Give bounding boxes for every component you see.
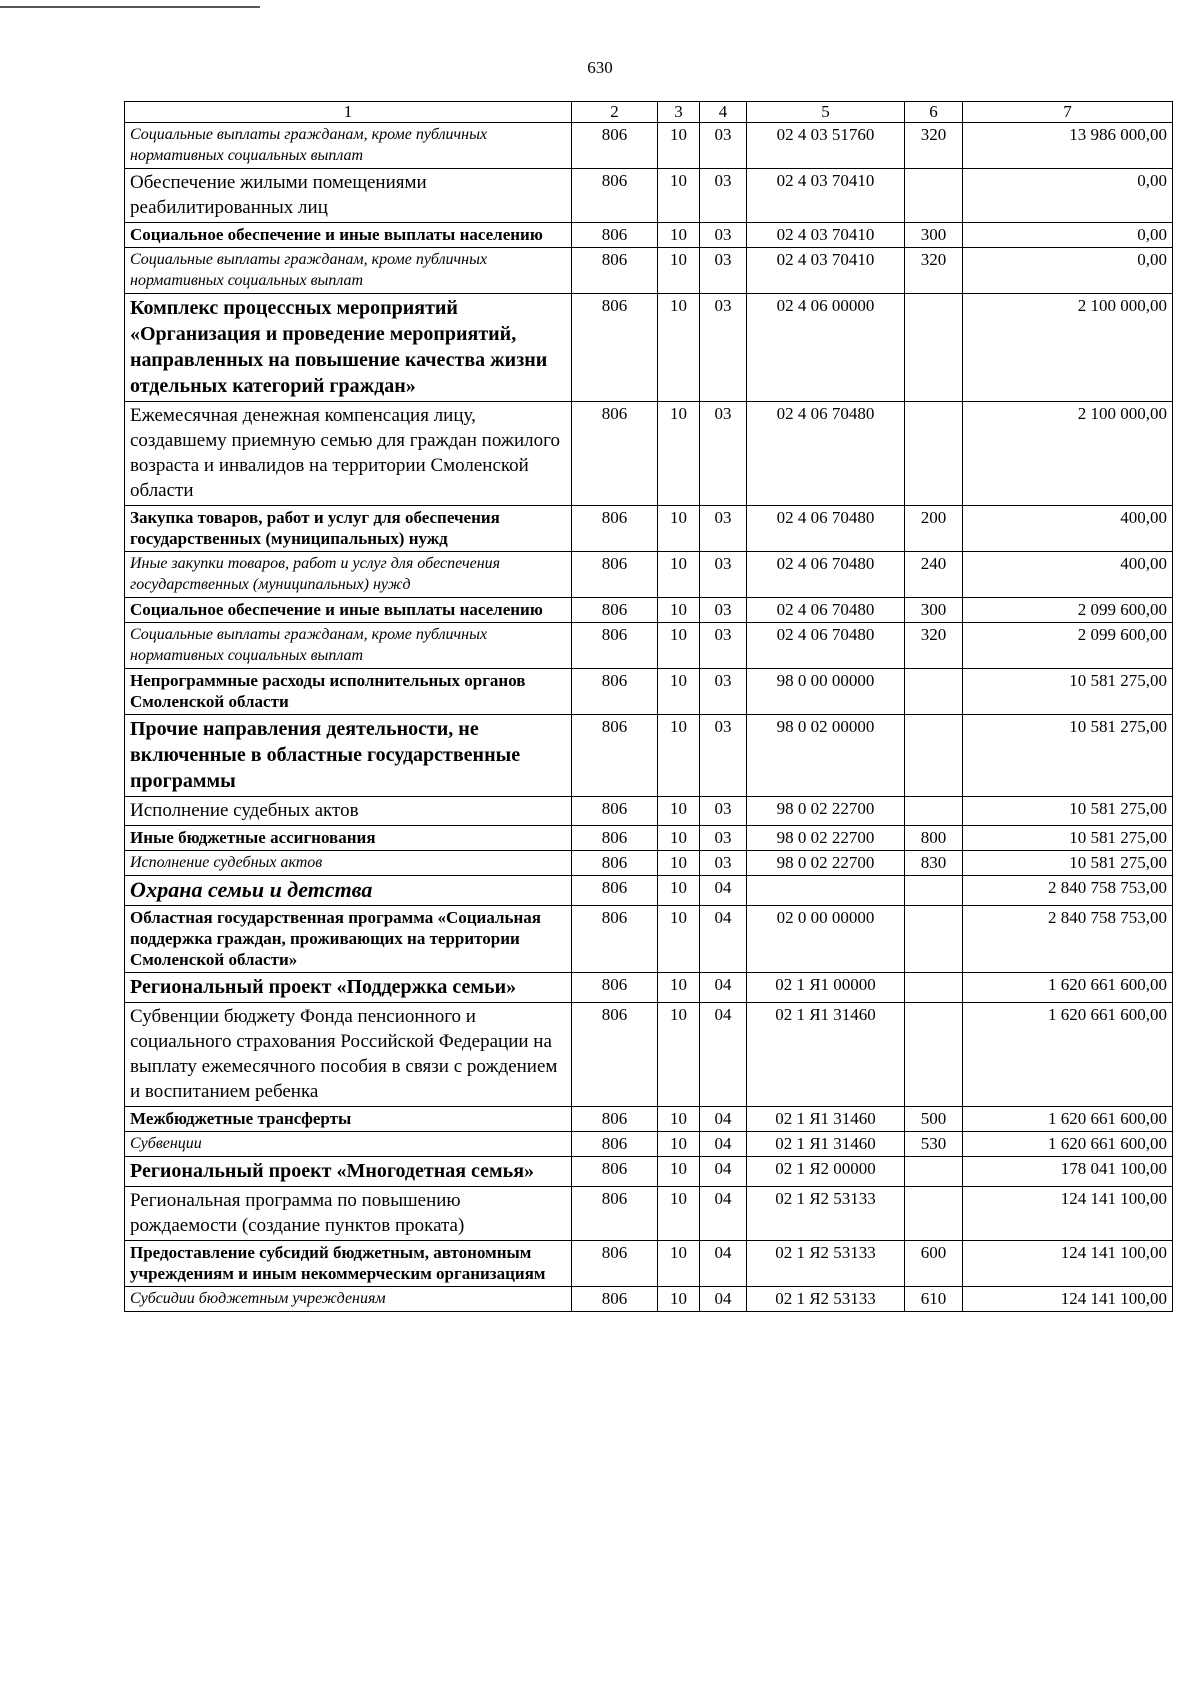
row-name-cell: Закупка товаров, работ и услуг для обеспечения государственных (муниципальных) нужд bbox=[125, 506, 572, 552]
expense-type-cell: 530 bbox=[905, 1132, 963, 1157]
table-row bbox=[125, 826, 1173, 851]
table-row bbox=[125, 1187, 1173, 1241]
header-cell: 6 bbox=[905, 102, 963, 123]
section-code-cell: 10 bbox=[658, 598, 700, 623]
row-name-cell: Социальные выплаты гражданам, кроме публичных нормативных социальных выплат bbox=[125, 123, 572, 169]
amount-cell: 178 041 100,00 bbox=[963, 1157, 1173, 1187]
target-article-cell: 98 0 02 00000 bbox=[747, 715, 905, 797]
target-article-cell: 98 0 00 00000 bbox=[747, 669, 905, 715]
section-code-cell: 10 bbox=[658, 1003, 700, 1107]
table-row bbox=[125, 797, 1173, 826]
table-row bbox=[125, 552, 1173, 598]
target-article-cell: 02 4 06 70480 bbox=[747, 506, 905, 552]
expense-type-cell bbox=[905, 1003, 963, 1107]
table-row bbox=[125, 598, 1173, 623]
ministry-code-cell: 806 bbox=[572, 1003, 658, 1107]
row-name-cell: Исполнение судебных актов bbox=[125, 851, 572, 876]
section-code-cell: 10 bbox=[658, 506, 700, 552]
section-code-cell: 10 bbox=[658, 797, 700, 826]
row-name-cell: Социальные выплаты гражданам, кроме публичных нормативных социальных выплат bbox=[125, 248, 572, 294]
ministry-code-cell: 806 bbox=[572, 402, 658, 506]
section-code-cell: 10 bbox=[658, 623, 700, 669]
page-number: 630 bbox=[587, 58, 613, 77]
expense-type-cell: 500 bbox=[905, 1107, 963, 1132]
expense-type-cell bbox=[905, 906, 963, 973]
amount-cell: 1 620 661 600,00 bbox=[963, 1107, 1173, 1132]
header-cell: 3 bbox=[658, 102, 700, 123]
table-row bbox=[125, 1157, 1173, 1187]
table-row bbox=[125, 973, 1173, 1003]
subsection-code-cell: 04 bbox=[700, 876, 747, 906]
target-article-cell: 02 4 06 70480 bbox=[747, 598, 905, 623]
amount-cell: 10 581 275,00 bbox=[963, 669, 1173, 715]
row-name-cell: Иные закупки товаров, работ и услуг для обеспечения государственных (муниципальных) нужд bbox=[125, 552, 572, 598]
subsection-code-cell: 04 bbox=[700, 1003, 747, 1107]
subsection-code-cell: 03 bbox=[700, 402, 747, 506]
ministry-code-cell: 806 bbox=[572, 294, 658, 402]
expense-type-cell bbox=[905, 169, 963, 223]
subsection-code-cell: 03 bbox=[700, 669, 747, 715]
header-cell: 4 bbox=[700, 102, 747, 123]
target-article-cell: 02 4 06 70480 bbox=[747, 402, 905, 506]
subsection-code-cell: 04 bbox=[700, 1287, 747, 1312]
amount-cell: 124 141 100,00 bbox=[963, 1241, 1173, 1287]
subsection-code-cell: 03 bbox=[700, 715, 747, 797]
section-code-cell: 10 bbox=[658, 973, 700, 1003]
subsection-code-cell: 03 bbox=[700, 826, 747, 851]
table-row bbox=[125, 506, 1173, 552]
subsection-code-cell: 03 bbox=[700, 797, 747, 826]
table-row bbox=[125, 223, 1173, 248]
row-name-cell: Субвенции бюджету Фонда пенсионного и социального страхования Российской Федерации на выплату ежемесячного пособия в связи с рождением и воспитанием ребенка bbox=[125, 1003, 572, 1107]
ministry-code-cell: 806 bbox=[572, 223, 658, 248]
amount-cell: 124 141 100,00 bbox=[963, 1187, 1173, 1241]
row-name-cell: Социальные выплаты гражданам, кроме публичных нормативных социальных выплат bbox=[125, 623, 572, 669]
subsection-code-cell: 03 bbox=[700, 223, 747, 248]
target-article-cell: 02 1 Я2 53133 bbox=[747, 1187, 905, 1241]
row-name-cell: Обеспечение жилыми помещениями реабилитированных лиц bbox=[125, 169, 572, 223]
subsection-code-cell: 04 bbox=[700, 1107, 747, 1132]
table-row bbox=[125, 1287, 1173, 1312]
ministry-code-cell: 806 bbox=[572, 826, 658, 851]
amount-cell: 0,00 bbox=[963, 223, 1173, 248]
row-name-cell: Комплекс процессных мероприятий «Организация и проведение мероприятий, направленных на повышение качества жизни отдельных категорий граждан» bbox=[125, 294, 572, 402]
target-article-cell: 98 0 02 22700 bbox=[747, 851, 905, 876]
expense-type-cell: 300 bbox=[905, 223, 963, 248]
row-name-cell: Межбюджетные трансферты bbox=[125, 1107, 572, 1132]
target-article-cell: 02 0 00 00000 bbox=[747, 906, 905, 973]
section-code-cell: 10 bbox=[658, 876, 700, 906]
target-article-cell: 02 1 Я2 00000 bbox=[747, 1157, 905, 1187]
scan-edge-line bbox=[0, 6, 260, 8]
subsection-code-cell: 03 bbox=[700, 294, 747, 402]
ministry-code-cell: 806 bbox=[572, 715, 658, 797]
expense-type-cell bbox=[905, 715, 963, 797]
amount-cell: 1 620 661 600,00 bbox=[963, 1003, 1173, 1107]
row-name-cell: Региональный проект «Поддержка семьи» bbox=[125, 973, 572, 1003]
section-code-cell: 10 bbox=[658, 1287, 700, 1312]
expense-type-cell: 200 bbox=[905, 506, 963, 552]
amount-cell: 124 141 100,00 bbox=[963, 1287, 1173, 1312]
section-code-cell: 10 bbox=[658, 1157, 700, 1187]
table-row bbox=[125, 906, 1173, 973]
subsection-code-cell: 04 bbox=[700, 1157, 747, 1187]
expense-type-cell: 830 bbox=[905, 851, 963, 876]
amount-cell: 2 099 600,00 bbox=[963, 623, 1173, 669]
ministry-code-cell: 806 bbox=[572, 248, 658, 294]
row-name-cell: Социальное обеспечение и иные выплаты населению bbox=[125, 598, 572, 623]
target-article-cell: 02 4 03 70410 bbox=[747, 169, 905, 223]
target-article-cell: 02 4 03 51760 bbox=[747, 123, 905, 169]
target-article-cell: 98 0 02 22700 bbox=[747, 797, 905, 826]
amount-cell: 400,00 bbox=[963, 552, 1173, 598]
amount-cell: 2 840 758 753,00 bbox=[963, 876, 1173, 906]
expense-type-cell: 300 bbox=[905, 598, 963, 623]
section-code-cell: 10 bbox=[658, 169, 700, 223]
expense-type-cell: 320 bbox=[905, 248, 963, 294]
row-name-cell: Охрана семьи и детства bbox=[125, 876, 572, 906]
subsection-code-cell: 03 bbox=[700, 623, 747, 669]
row-name-cell: Исполнение судебных актов bbox=[125, 797, 572, 826]
ministry-code-cell: 806 bbox=[572, 876, 658, 906]
expense-type-cell: 240 bbox=[905, 552, 963, 598]
subsection-code-cell: 04 bbox=[700, 906, 747, 973]
target-article-cell: 02 4 06 70480 bbox=[747, 552, 905, 598]
amount-cell: 10 581 275,00 bbox=[963, 715, 1173, 797]
row-name-cell: Субвенции bbox=[125, 1132, 572, 1157]
expense-type-cell: 610 bbox=[905, 1287, 963, 1312]
section-code-cell: 10 bbox=[658, 1241, 700, 1287]
expense-type-cell bbox=[905, 294, 963, 402]
table-row bbox=[125, 669, 1173, 715]
table-row bbox=[125, 1003, 1173, 1107]
ministry-code-cell: 806 bbox=[572, 1132, 658, 1157]
target-article-cell bbox=[747, 876, 905, 906]
row-name-cell: Иные бюджетные ассигнования bbox=[125, 826, 572, 851]
section-code-cell: 10 bbox=[658, 223, 700, 248]
ministry-code-cell: 806 bbox=[572, 797, 658, 826]
section-code-cell: 10 bbox=[658, 715, 700, 797]
ministry-code-cell: 806 bbox=[572, 1287, 658, 1312]
table-row bbox=[125, 402, 1173, 506]
table-row bbox=[125, 851, 1173, 876]
expense-type-cell bbox=[905, 402, 963, 506]
section-code-cell: 10 bbox=[658, 552, 700, 598]
ministry-code-cell: 806 bbox=[572, 669, 658, 715]
row-name-cell: Региональный проект «Многодетная семья» bbox=[125, 1157, 572, 1187]
ministry-code-cell: 806 bbox=[572, 1157, 658, 1187]
target-article-cell: 02 1 Я1 00000 bbox=[747, 973, 905, 1003]
table-row bbox=[125, 248, 1173, 294]
header-cell: 7 bbox=[963, 102, 1173, 123]
expense-type-cell bbox=[905, 1187, 963, 1241]
amount-cell: 2 100 000,00 bbox=[963, 402, 1173, 506]
ministry-code-cell: 806 bbox=[572, 906, 658, 973]
target-article-cell: 98 0 02 22700 bbox=[747, 826, 905, 851]
section-code-cell: 10 bbox=[658, 1132, 700, 1157]
amount-cell: 10 581 275,00 bbox=[963, 851, 1173, 876]
ministry-code-cell: 806 bbox=[572, 851, 658, 876]
ministry-code-cell: 806 bbox=[572, 623, 658, 669]
subsection-code-cell: 04 bbox=[700, 973, 747, 1003]
expense-type-cell: 320 bbox=[905, 123, 963, 169]
amount-cell: 1 620 661 600,00 bbox=[963, 973, 1173, 1003]
target-article-cell: 02 1 Я1 31460 bbox=[747, 1003, 905, 1107]
budget-table bbox=[124, 101, 1173, 1312]
header-cell: 2 bbox=[572, 102, 658, 123]
section-code-cell: 10 bbox=[658, 826, 700, 851]
target-article-cell: 02 4 03 70410 bbox=[747, 223, 905, 248]
table-row bbox=[125, 623, 1173, 669]
subsection-code-cell: 03 bbox=[700, 123, 747, 169]
ministry-code-cell: 806 bbox=[572, 598, 658, 623]
amount-cell: 13 986 000,00 bbox=[963, 123, 1173, 169]
ministry-code-cell: 806 bbox=[572, 506, 658, 552]
amount-cell: 10 581 275,00 bbox=[963, 797, 1173, 826]
expense-type-cell: 320 bbox=[905, 623, 963, 669]
row-name-cell: Субсидии бюджетным учреждениям bbox=[125, 1287, 572, 1312]
expense-type-cell bbox=[905, 669, 963, 715]
row-name-cell: Социальное обеспечение и иные выплаты населению bbox=[125, 223, 572, 248]
subsection-code-cell: 03 bbox=[700, 248, 747, 294]
expense-type-cell bbox=[905, 973, 963, 1003]
row-name-cell: Областная государственная программа «Социальная поддержка граждан, проживающих на территории Смоленской области» bbox=[125, 906, 572, 973]
subsection-code-cell: 03 bbox=[700, 598, 747, 623]
amount-cell: 2 100 000,00 bbox=[963, 294, 1173, 402]
subsection-code-cell: 03 bbox=[700, 506, 747, 552]
expense-type-cell: 800 bbox=[905, 826, 963, 851]
amount-cell: 10 581 275,00 bbox=[963, 826, 1173, 851]
ministry-code-cell: 806 bbox=[572, 552, 658, 598]
table-row bbox=[125, 123, 1173, 169]
target-article-cell: 02 1 Я2 53133 bbox=[747, 1287, 905, 1312]
table-row bbox=[125, 876, 1173, 906]
ministry-code-cell: 806 bbox=[572, 169, 658, 223]
section-code-cell: 10 bbox=[658, 1187, 700, 1241]
section-code-cell: 10 bbox=[658, 248, 700, 294]
amount-cell: 0,00 bbox=[963, 248, 1173, 294]
section-code-cell: 10 bbox=[658, 1107, 700, 1132]
subsection-code-cell: 03 bbox=[700, 169, 747, 223]
table-row bbox=[125, 294, 1173, 402]
table-row bbox=[125, 169, 1173, 223]
amount-cell: 1 620 661 600,00 bbox=[963, 1132, 1173, 1157]
row-name-cell: Региональная программа по повышению рождаемости (создание пунктов проката) bbox=[125, 1187, 572, 1241]
section-code-cell: 10 bbox=[658, 123, 700, 169]
section-code-cell: 10 bbox=[658, 669, 700, 715]
header-cell: 5 bbox=[747, 102, 905, 123]
expense-type-cell bbox=[905, 797, 963, 826]
ministry-code-cell: 806 bbox=[572, 1187, 658, 1241]
section-code-cell: 10 bbox=[658, 851, 700, 876]
target-article-cell: 02 4 06 00000 bbox=[747, 294, 905, 402]
subsection-code-cell: 04 bbox=[700, 1132, 747, 1157]
expense-type-cell bbox=[905, 1157, 963, 1187]
header-cell: 1 bbox=[125, 102, 572, 123]
table-row bbox=[125, 1241, 1173, 1287]
section-code-cell: 10 bbox=[658, 294, 700, 402]
subsection-code-cell: 04 bbox=[700, 1187, 747, 1241]
table-row bbox=[125, 715, 1173, 797]
target-article-cell: 02 1 Я1 31460 bbox=[747, 1107, 905, 1132]
subsection-code-cell: 03 bbox=[700, 851, 747, 876]
target-article-cell: 02 1 Я2 53133 bbox=[747, 1241, 905, 1287]
ministry-code-cell: 806 bbox=[572, 123, 658, 169]
expense-type-cell bbox=[905, 876, 963, 906]
row-name-cell: Ежемесячная денежная компенсация лицу, создавшему приемную семью для граждан пожилого возраста и инвалидов на территории Смоленской области bbox=[125, 402, 572, 506]
ministry-code-cell: 806 bbox=[572, 973, 658, 1003]
target-article-cell: 02 1 Я1 31460 bbox=[747, 1132, 905, 1157]
row-name-cell: Предоставление субсидий бюджетным, автономным учреждениям и иным некоммерческим организациям bbox=[125, 1241, 572, 1287]
row-name-cell: Прочие направления деятельности, не включенные в областные государственные программы bbox=[125, 715, 572, 797]
amount-cell: 400,00 bbox=[963, 506, 1173, 552]
section-code-cell: 10 bbox=[658, 906, 700, 973]
ministry-code-cell: 806 bbox=[572, 1241, 658, 1287]
expense-type-cell: 600 bbox=[905, 1241, 963, 1287]
section-code-cell: 10 bbox=[658, 402, 700, 506]
target-article-cell: 02 4 06 70480 bbox=[747, 623, 905, 669]
amount-cell: 2 840 758 753,00 bbox=[963, 906, 1173, 973]
subsection-code-cell: 04 bbox=[700, 1241, 747, 1287]
ministry-code-cell: 806 bbox=[572, 1107, 658, 1132]
table-row bbox=[125, 1107, 1173, 1132]
table-header-row bbox=[125, 102, 1173, 123]
row-name-cell: Непрограммные расходы исполнительных органов Смоленской области bbox=[125, 669, 572, 715]
subsection-code-cell: 03 bbox=[700, 552, 747, 598]
table-row bbox=[125, 1132, 1173, 1157]
amount-cell: 2 099 600,00 bbox=[963, 598, 1173, 623]
target-article-cell: 02 4 03 70410 bbox=[747, 248, 905, 294]
amount-cell: 0,00 bbox=[963, 169, 1173, 223]
